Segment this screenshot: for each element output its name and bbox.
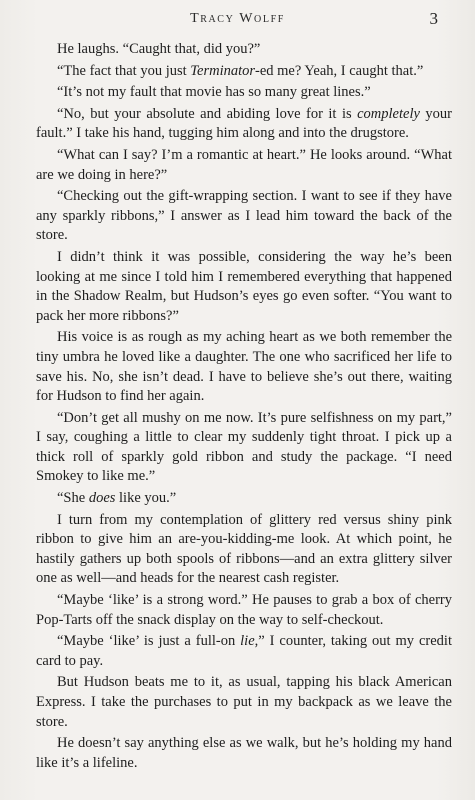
running-head [0,11,475,31]
text-run: “Maybe ‘like’ is a strong word.” He pauses to grab a box of cherry Pop-Tarts off the snack display on the way to self-checkout. [36,592,452,628]
page-number: 3 [429,9,438,28]
text-run: “Don’t get all mushy on me now. It’s pure selfishness on my part,” I say, coughing a little to clear my suddenly tight throat. I pick up a thick roll of sparkly gold ribbon and study the package. “I need Smokey to like me.” [36,409,452,485]
text-run: But Hudson beats me to it, as usual, tapping his black American Express. I take the purchases to put in my backpack as we leave the store. [36,674,452,730]
paragraph [36,489,452,509]
paragraph [36,328,452,406]
paragraph [36,673,452,732]
text-run: “What can I say? I’m a romantic at heart.” He looks around. “What are we doing in here?” [36,146,452,183]
paragraph [36,83,452,103]
paragraph [36,409,452,487]
paragraph [36,511,452,589]
body-text [36,40,452,775]
text-run: I didn’t think it was possible, considering the way he’s been looking at me since I told him I remembered everything that happened in the Shadow Realm, but Hudson’s eyes go even softer. “You want to pack her more ribbons?” [36,248,452,324]
paragraph [36,105,452,144]
paragraph [36,734,452,773]
paragraph [36,187,452,246]
text-run: -ed me? Yeah, I caught that.” [255,62,424,79]
text-run: He laughs. “Caught that, did you?” [57,41,261,57]
italic-text: completely [357,105,420,122]
italic-text: Terminator [190,62,256,79]
text-run: His voice is as rough as my aching heart as we both remember the tiny umbra he loved like a daughter. The one who sacrificed her life to save his. No, she isn’t dead. I have to believe she’s out there, waiting for Hudson to find her again. [36,329,452,405]
text-run: your fault.” I take his hand, tugging him along and into the drugstore. [36,105,452,142]
text-run: He doesn’t say anything else as we walk, but he’s holding my hand like it’s a lifeline. [36,735,452,771]
author-name: Tracy Wolff [190,11,285,26]
italic-text: does [88,490,116,507]
text-run: “It’s not my fault that movie has so many great lines.” [57,84,371,101]
paragraph [36,146,452,185]
italic-text: lie [240,633,255,650]
text-run: “Checking out the gift-wrapping section. I want to see if they have any sparkly ribbons,” I answer as I lead him toward the back of the store. [36,188,452,244]
paragraph [36,248,452,326]
text-run: I turn from my contemplation of glittery red versus shiny pink ribbon to give him an are-you-kidding-me look. At which point, he hastily gathers up both spools of ribbons—and an extra glittery silver one as well—and heads for the nearest cash register. [36,511,452,587]
paragraph [36,632,452,671]
text-run: like you.” [115,490,177,507]
text-run: “She [57,490,89,507]
paragraph [36,62,452,82]
paragraph [36,591,452,630]
text-run: “No, but your absolute and abiding love for it is [57,105,358,122]
paragraph [36,40,452,60]
text-run: ,” I counter, taking out my credit card to pay. [36,633,452,669]
text-run: “The fact that you just [57,62,191,79]
text-run: “Maybe ‘like’ is just a full-on [57,633,241,650]
